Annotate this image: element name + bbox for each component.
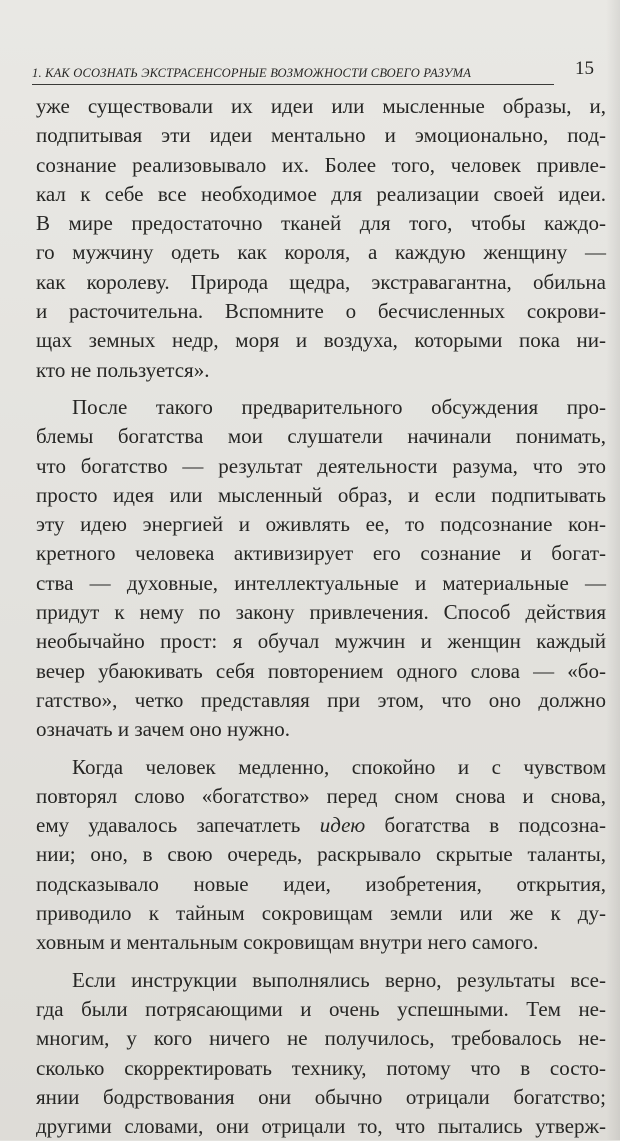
text-line: После такого предварительного обсуждения про-: [72, 394, 606, 419]
text-line: как королеву. Природа щедра, экстравагантна, обильна: [36, 269, 606, 294]
text-line: блемы богатства мои слушатели начинали понимать,: [36, 424, 606, 449]
text-line: приводило к тайным сокровищам земли или же к ду-: [36, 901, 606, 926]
text-line: щах земных недр, моря и воздуха, которыми пока ни-: [36, 328, 606, 353]
text-line: уже существовали их идеи или мысленные образы, и,: [36, 94, 606, 118]
page-edge-shadow: [606, 0, 620, 1140]
text-line: подсказывало новые идеи, изобретения, открытия,: [36, 871, 606, 896]
paragraph-gap: [36, 385, 606, 393]
text-line: Если инструкции выполнялись верно, результаты все-: [72, 967, 606, 992]
text-line: вечер убаюкивать себя повторением одного слова — «бо-: [36, 658, 606, 683]
paragraph-gap: [36, 745, 606, 753]
text-line-part: богатства в подсозна-: [384, 813, 606, 838]
running-head: [32, 64, 554, 85]
text-line: ства — духовные, интеллектуальные и материальные —: [36, 570, 606, 595]
text-line: нии; оно, в свою очередь, раскрывало скрытые таланты,: [36, 842, 606, 867]
paragraph-gap: [36, 958, 606, 966]
text-line: повторял слово «богатство» перед сном снова и снова,: [36, 783, 606, 808]
text-line: кал к себе все необходимое для реализации своей идеи.: [36, 181, 606, 206]
text-line: подпитывая эти идеи ментально и эмоционально, под-: [36, 123, 606, 148]
text-line: гатство», четко представляя при этом, что оно должно: [36, 687, 606, 712]
text-line: сколько скорректировать технику, потому что в состо-: [36, 1055, 606, 1080]
text-line: янии бодрствования они обычно отрицали богатство;: [36, 1084, 606, 1109]
text-line: эту идею энергией и оживлять ее, то подсознание кон-: [36, 512, 606, 537]
text-line-part: ему удавалось запечатлеть: [36, 813, 301, 838]
text-line: что богатство — результат деятельности разума, что это: [36, 453, 606, 478]
text-line: кто не пользуется».: [36, 357, 210, 382]
text-line: го мужчину одеть как короля, а каждую женщину —: [36, 240, 606, 265]
page-number: 15: [575, 58, 594, 79]
text-line: просто идея или мысленный образ, и если подпитывать: [36, 482, 606, 507]
text-line: и расточительна. Вспомните о бесчисленных сокрови-: [36, 299, 606, 324]
text-line: В мире предостаточно тканей для того, чтобы каждо-: [36, 211, 606, 236]
emphasis-word: идею: [319, 813, 366, 838]
body-text: [36, 92, 606, 1141]
text-line: придут к нему по закону привлечения. Способ действия: [36, 600, 606, 625]
running-head-title: 1. КАК ОСОЗНАТЬ ЭКСТРАСЕНСОРНЫЕ ВОЗМОЖНОСТИ СВОЕГО РАЗУМА: [32, 66, 472, 80]
text-line: гда были потрясающими и очень успешными. Тем не-: [36, 996, 606, 1021]
text-line: необычайно прост: я обучал мужчин и женщин каждый: [36, 629, 606, 654]
text-line: означать и зачем оно нужно.: [36, 717, 290, 742]
text-line: многим, у кого ничего не получилось, требовалось не-: [36, 1026, 606, 1051]
text-line: [36, 811, 606, 840]
text-line: другими словами, они отрицали то, что пытались утверж-: [36, 1114, 606, 1139]
text-line: ховным и ментальным сокровищам внутри него самого.: [36, 930, 539, 955]
text-line: Когда человек медленно, спокойно и с чувством: [72, 754, 606, 779]
text-line: сознание реализовывало их. Более того, человек привле-: [36, 152, 606, 177]
text-line: кретного человека активизирует его сознание и богат-: [36, 541, 606, 566]
